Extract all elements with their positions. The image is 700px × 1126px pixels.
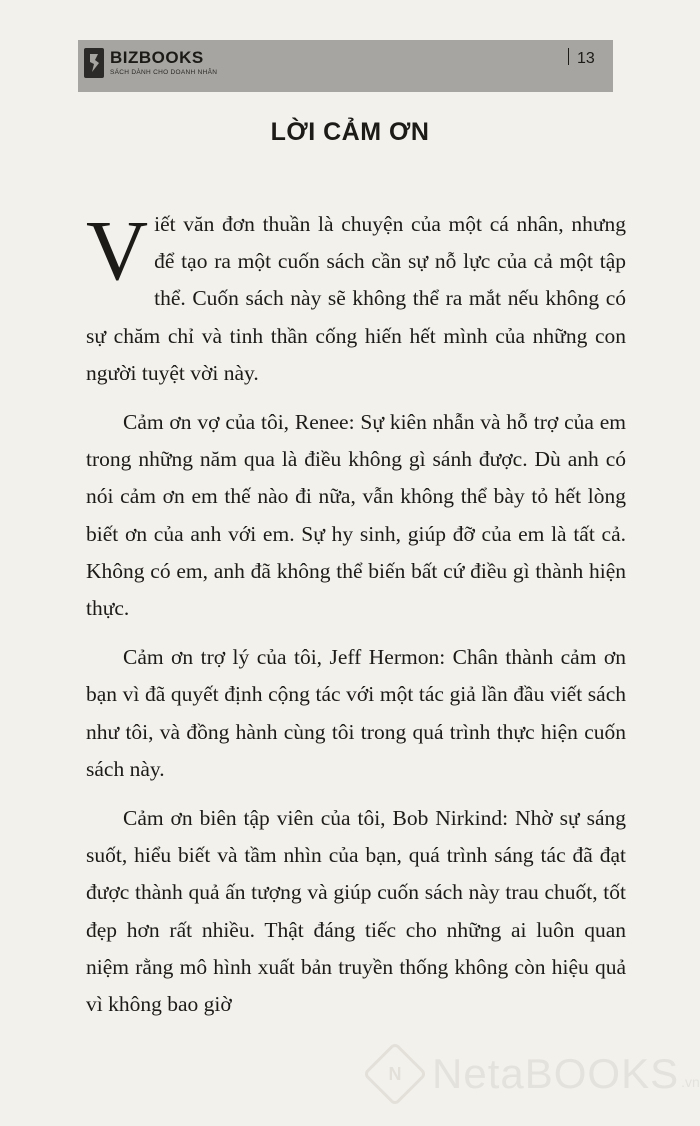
paragraph-1-text: iết văn đơn thuần là chuyện của một cá nhân, nhưng để tạo ra một cuốn sách cần sự nỗ lực của cả một tập thể. Cuốn sách này sẽ không thể ra mắt nếu không có sự chăm chỉ và tinh thần cống hiến hết mình của những con người tuyệt vời này. — [86, 212, 626, 385]
netabooks-logo-icon — [362, 1041, 427, 1106]
paragraph-4: Cảm ơn biên tập viên của tôi, Bob Nirkind: Nhờ sự sáng suốt, hiểu biết và tầm nhìn của bạn, quá trình sáng tác đã đạt được thành quả ấn tượng và giúp cuốn sách này trau chuốt, tốt đẹp hơn rất nhiều. Thật đáng tiếc cho những ai luôn quan niệm rằng mô hình xuất bản truyền thống không còn hiệu quả vì không bao giờ — [86, 806, 626, 1017]
paragraph-3: Cảm ơn trợ lý của tôi, Jeff Hermon: Chân thành cảm ơn bạn vì đã quyết định cộng tác với một tác giả lần đầu viết sách như tôi, và đồng hành cùng tôi trong quá trình thực hiện cuốn sách này. — [86, 645, 626, 781]
watermark-name: NetaBOOKS — [432, 1050, 680, 1097]
drop-cap: V — [86, 202, 149, 298]
page-number-value: 13 — [577, 50, 595, 67]
page-number — [568, 48, 595, 68]
watermark — [372, 1050, 700, 1098]
brand-logo — [84, 48, 217, 78]
body-text — [86, 202, 626, 1023]
brand-name: BIZBOOKS — [110, 48, 204, 67]
watermark-tld: .vn — [681, 1074, 700, 1090]
page-number-divider — [568, 48, 569, 65]
paragraph-2: Cảm ơn vợ của tôi, Renee: Sự kiên nhẫn và hỗ trợ của em trong những năm qua là điều không gì sánh được. Dù anh có nói cảm ơn em thế nào đi nữa, vẫn không thể bày tỏ hết lòng biết ơn của anh với em. Sự hy sinh, giúp đỡ của em là tất cả. Không có em, anh đã không thể biến bất cứ điều gì thành hiện thực. — [86, 410, 626, 621]
page-title: LỜI CẢM ƠN — [270, 118, 430, 146]
brand-tagline: SÁCH DÀNH CHO DOANH NHÂN — [110, 69, 218, 76]
watermark-logo-letter: N — [388, 1063, 402, 1084]
paragraph-1 — [86, 202, 626, 392]
bizbooks-logo-icon — [84, 48, 104, 78]
